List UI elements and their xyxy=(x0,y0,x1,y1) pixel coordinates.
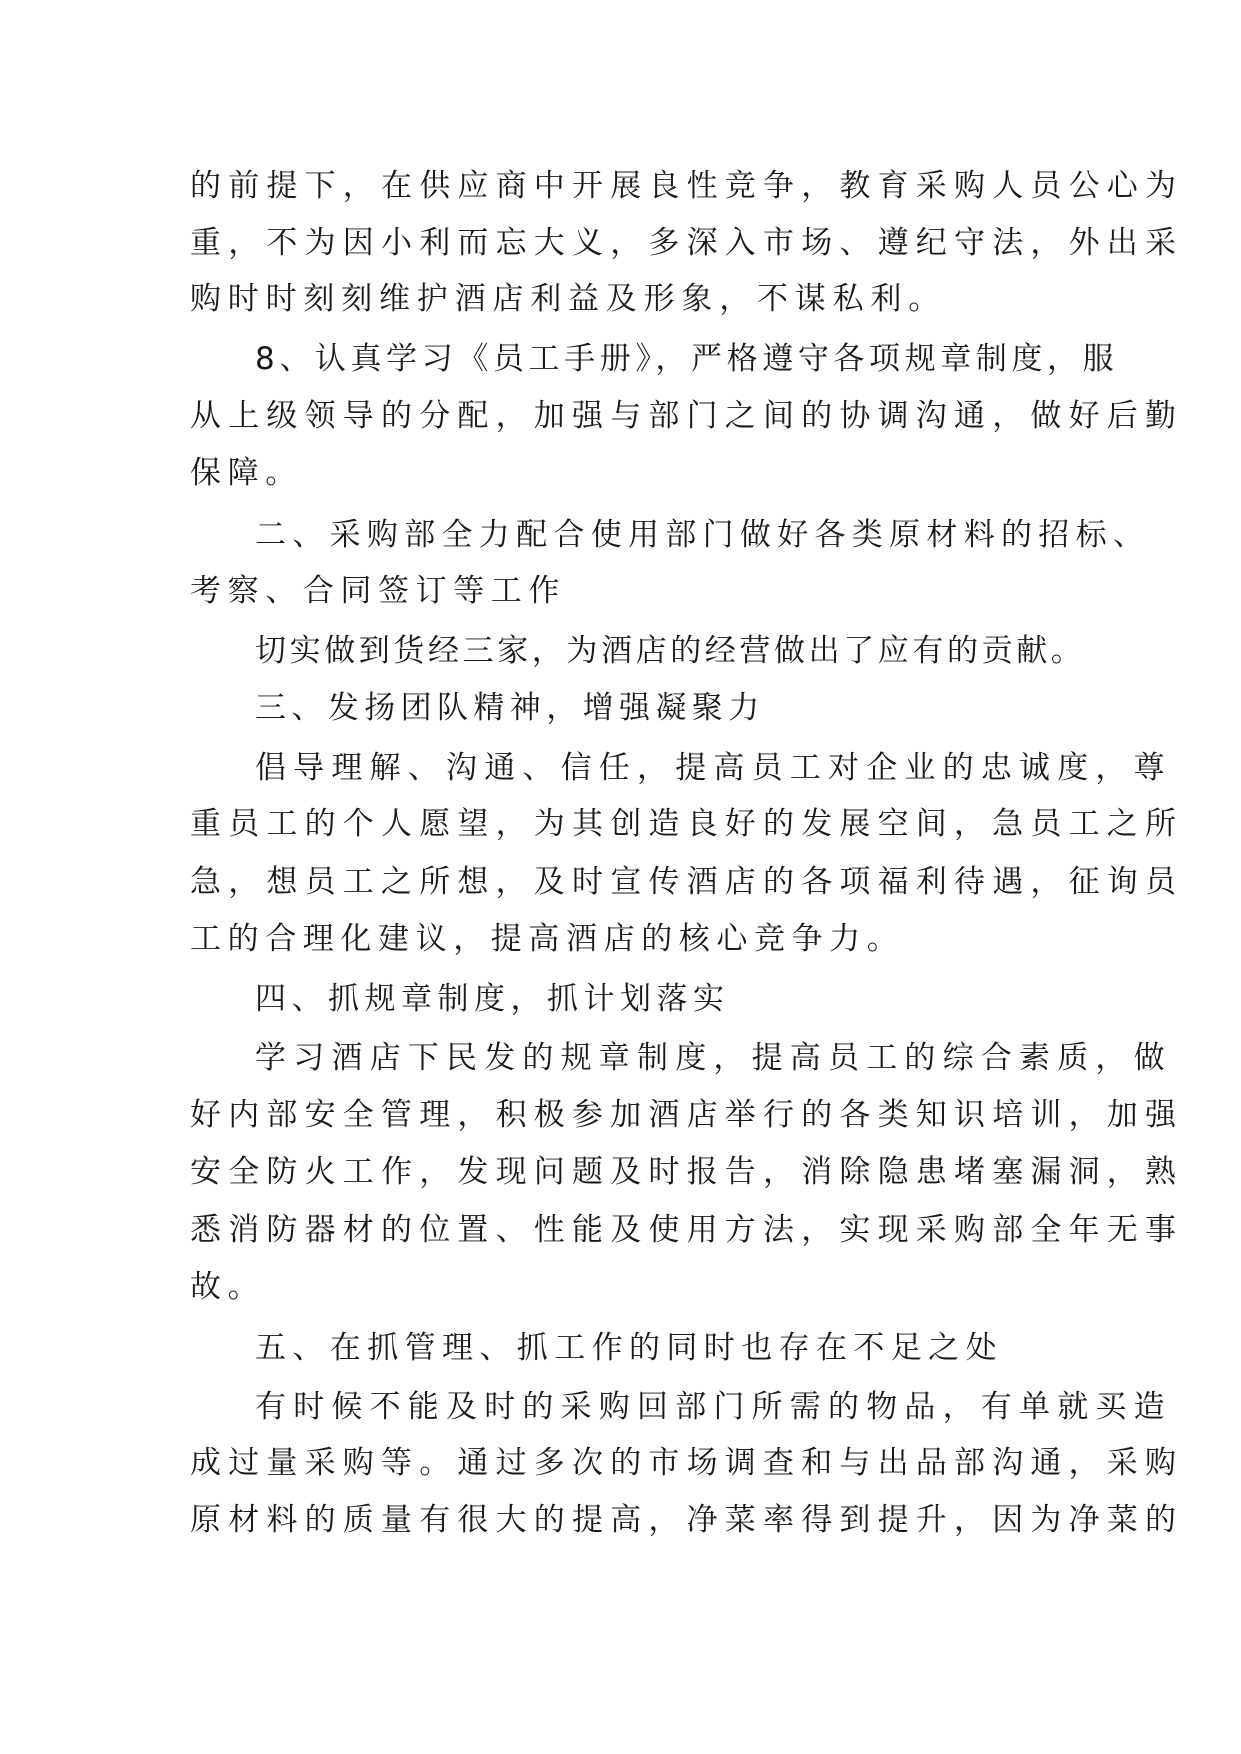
paragraph-line: 的前提下，在供应商中开展良性竞争，教育采购人员公心为 xyxy=(190,168,1184,204)
paragraph-line: 安全防火工作，发现问题及时报告，消除隐患堵塞漏洞，熟 xyxy=(190,1154,1184,1190)
paragraph-line: 成过量采购等。通过多次的市场调查和与出品部沟通，采购 xyxy=(190,1445,1184,1481)
section-heading: 考察、合同签订等工作 xyxy=(190,573,566,609)
paragraph-line: 8、认真学习《员工手册》，严格遵守各项规章制度，服 xyxy=(255,341,1119,377)
paragraph-line: 购时时刻刻维护酒店利益及形象，不谋私利。 xyxy=(190,281,946,317)
paragraph-line: 原材料的质量有很大的提高，净菜率得到提升，因为净菜的 xyxy=(190,1502,1184,1538)
paragraph-line: 倡导理解、沟通、信任，提高员工对企业的忠诚度，尊 xyxy=(255,750,1172,786)
paragraph-line: 重员工的个人愿望，为其创造良好的发展空间，急员工之所 xyxy=(190,806,1184,842)
paragraph-line: 有时候不能及时的采购回部门所需的物品，有单就买造 xyxy=(255,1389,1172,1425)
section-heading: 四、抓规章制度，抓计划落实 xyxy=(255,981,730,1017)
section-heading: 三、发扬团队精神，增强凝聚力 xyxy=(255,690,765,726)
paragraph-line: 保障。 xyxy=(190,455,303,491)
paragraph-line: 悉消防器材的位置、性能及使用方法，实现采购部全年无事 xyxy=(190,1212,1184,1248)
paragraph-line: 切实做到货经三家，为酒店的经营做出了应有的贡献。 xyxy=(255,633,1086,669)
section-heading: 五、在抓管理、抓工作的同时也存在不足之处 xyxy=(255,1330,1003,1366)
paragraph-line: 从上级领导的分配，加强与部门之间的协调沟通，做好后勤 xyxy=(190,398,1184,434)
paragraph-line: 故。 xyxy=(190,1269,266,1305)
paragraph-line: 重，不为因小利而忘大义，多深入市场、遵纪守法，外出采 xyxy=(190,225,1184,261)
paragraph-line: 学习酒店下民发的规章制度，提高员工的综合素质，做 xyxy=(255,1040,1172,1076)
paragraph-line: 急，想员工之所想，及时宣传酒店的各项福利待遇，征询员 xyxy=(190,864,1184,900)
paragraph-line: 工的合理化建议，提高酒店的核心竞争力。 xyxy=(190,921,905,957)
paragraph-line: 好内部安全管理，积极参加酒店举行的各类知识培训，加强 xyxy=(190,1097,1184,1133)
section-heading: 二、采购部全力配合使用部门做好各类原材料的招标、 xyxy=(255,517,1151,553)
